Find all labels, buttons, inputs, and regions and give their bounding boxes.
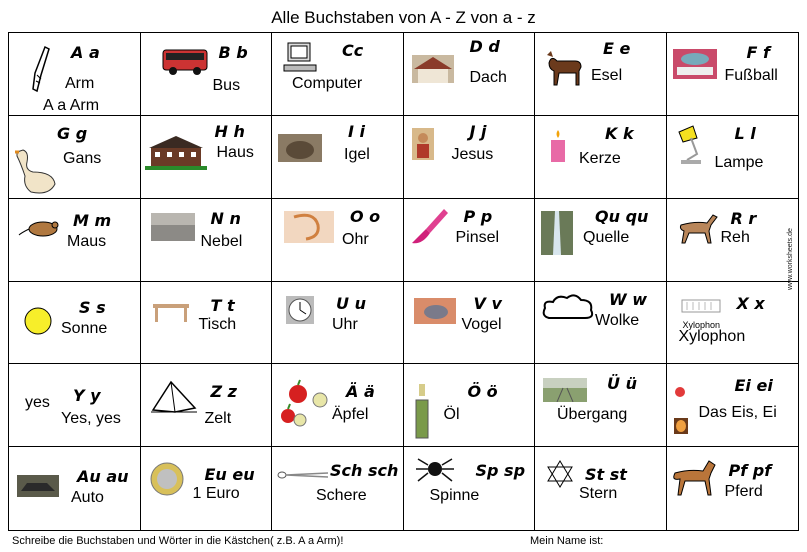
word-label: Esel [591, 67, 623, 84]
word-label: Arm [65, 75, 95, 92]
cell-p [404, 199, 536, 282]
cell-b [141, 33, 273, 116]
letter-label: J j [469, 121, 487, 141]
computer-icon [282, 41, 318, 75]
word-label: Jesus [451, 145, 494, 163]
cell-u [272, 282, 404, 365]
word-label: Maus [67, 232, 107, 250]
cell-n [141, 199, 273, 282]
letter-label: B b [218, 43, 248, 62]
letter-label: Ö ö [467, 382, 498, 402]
letter-label: Z z [210, 382, 237, 402]
cell-s [9, 282, 141, 365]
cell-ei [667, 364, 799, 447]
cell-g [9, 116, 141, 199]
word-label: Bus [212, 77, 241, 94]
cell-c [272, 33, 404, 116]
letter-label: N n [210, 208, 241, 228]
word-label: Vogel [461, 315, 502, 333]
deer-icon [675, 211, 719, 245]
cell-v [404, 282, 536, 365]
word-label: Ohr [342, 230, 369, 248]
word-label: Sonne [61, 319, 108, 337]
letter-label: Ü ü [607, 374, 637, 394]
word-label: Quelle [583, 228, 630, 246]
mouse-icon [17, 217, 63, 239]
word-label: Haus [216, 143, 254, 161]
side-credit: www.worksheets.de [787, 228, 794, 290]
cell-sch [272, 447, 404, 530]
letter-label: H h [214, 121, 245, 141]
letter-label: Qu qu [595, 206, 649, 226]
word-label: Spinne [429, 487, 480, 505]
letter-label: I i [348, 121, 366, 141]
letter-label: Cc [342, 41, 364, 60]
letter-label: Y y [73, 386, 101, 406]
letter-label: S s [79, 297, 106, 317]
euro-coin-icon [149, 461, 185, 497]
table-icon [153, 302, 189, 322]
yes-prefix: yes [25, 394, 50, 412]
letter-label: U u [336, 293, 366, 313]
letter-label: L l [734, 123, 756, 143]
cell-r [667, 199, 799, 282]
hedgehog-icon [278, 134, 322, 162]
word-label: Stern [579, 485, 618, 503]
cell-a [9, 33, 141, 116]
word-label: Pferd [724, 483, 763, 501]
stadium-icon [673, 49, 717, 79]
oil-bottle-icon [412, 382, 432, 440]
letter-label: V v [473, 293, 502, 313]
cell-i [272, 116, 404, 199]
cell-f [667, 33, 799, 116]
letter-label: A a [71, 43, 100, 62]
instruction-text: Schreibe die Buchstaben und Wörter in die Kästchen( z.B. A a Arm)! [12, 535, 344, 547]
cell-ae [272, 364, 404, 447]
word-label: Fußball [724, 67, 778, 84]
word-label: Das Eis, Ei [698, 404, 777, 422]
house-roof-icon [412, 55, 454, 83]
letter-label: T t [210, 295, 235, 315]
letter-label: R r [730, 208, 757, 228]
word-label: Öl [443, 406, 460, 424]
spider-icon [416, 455, 454, 489]
letter-label: Au au [77, 467, 129, 487]
star-icon [545, 459, 575, 489]
tent-icon [149, 376, 199, 414]
word-label: Igel [344, 145, 370, 163]
cell-ue [535, 364, 667, 447]
xylophone-icon [681, 296, 721, 316]
letter-label: K k [605, 123, 634, 143]
xylophone-caption: Xylophon [682, 319, 721, 330]
cell-j [404, 116, 536, 199]
scissors-icon [276, 467, 330, 483]
cell-st [535, 447, 667, 530]
word-label: Schere [316, 487, 367, 505]
letter-label: E e [603, 39, 631, 58]
letter-label: P p [463, 206, 493, 226]
cell-l [667, 116, 799, 199]
letter-label: St st [585, 465, 627, 485]
word-label: Zelt [204, 410, 232, 428]
cell-w [535, 282, 667, 365]
house-icon [145, 134, 207, 170]
cell-y [9, 364, 141, 447]
letter-label: F f [746, 43, 770, 62]
name-label: Mein Name ist: [530, 535, 604, 547]
cell-oe [404, 364, 536, 447]
word-label: Auto [71, 489, 104, 507]
word-label: Dach [469, 69, 507, 86]
cell-e [535, 33, 667, 116]
word-label: Äpfel [332, 406, 369, 424]
letter-label: M m [73, 210, 112, 230]
word-label: Lampe [714, 153, 764, 171]
word-label: Nebel [200, 232, 243, 250]
clock-icon [286, 296, 314, 324]
word-label: Übergang [557, 406, 628, 424]
letter-label: Ei ei [734, 376, 773, 396]
letter-label: Sp sp [475, 461, 526, 481]
word-label: Gans [63, 149, 102, 167]
cell-m [9, 199, 141, 282]
spring-icon [541, 211, 573, 255]
word-label: Kerze [579, 149, 621, 167]
car-icon [17, 475, 59, 497]
brush-icon [408, 207, 450, 249]
cell-o [272, 199, 404, 282]
cell-h [141, 116, 273, 199]
cell-k [535, 116, 667, 199]
letter-label: Sch sch [330, 461, 399, 481]
letter-label: Eu eu [204, 465, 255, 485]
cell-d [404, 33, 536, 116]
cell-au [9, 447, 141, 530]
alphabet-grid [8, 32, 799, 531]
letter-label: D d [469, 37, 500, 56]
letter-label: G g [57, 123, 88, 143]
word-label: Wolke [595, 311, 640, 329]
cell-t [141, 282, 273, 365]
cell-x [667, 282, 799, 365]
letter-label: Pf pf [728, 461, 772, 481]
word-label: Tisch [198, 315, 237, 333]
letter-label: Ä ä [346, 382, 375, 402]
page-title: Alle Buchstaben von A - Z von a - z [271, 8, 536, 27]
word-label: Pinsel [455, 228, 500, 246]
sun-icon [23, 306, 53, 336]
arm-icon [27, 45, 55, 95]
cell-eu [141, 447, 273, 530]
cell-pf [667, 447, 799, 530]
word-label: Uhr [332, 315, 358, 333]
letter-label: O o [350, 206, 381, 226]
fog-icon [151, 213, 195, 241]
cell-z [141, 364, 273, 447]
horse-icon [669, 457, 719, 497]
donkey-icon [541, 49, 585, 89]
letter-label: X x [736, 293, 765, 313]
jesus-icon [412, 128, 434, 160]
word-label: 1 Euro [192, 485, 240, 503]
railway-crossing-icon [543, 378, 587, 402]
candle-icon [547, 128, 569, 164]
lamp-icon [675, 124, 709, 166]
goose-icon [13, 146, 59, 198]
letter-label: W w [609, 289, 647, 309]
word-label: Yes, yes [61, 410, 121, 428]
word-label: Computer [292, 75, 363, 92]
word-label: Reh [720, 228, 750, 246]
bus-icon [161, 47, 209, 77]
ice-egg-icon [671, 384, 689, 436]
cloud-icon [541, 294, 595, 322]
cell-sp [404, 447, 536, 530]
cell-qu [535, 199, 667, 282]
bird-icon [414, 298, 456, 324]
ear-icon [284, 211, 334, 243]
word-label: Xylophon [678, 327, 746, 345]
apples-icon [276, 374, 334, 430]
example-label: A a Arm [43, 97, 100, 114]
